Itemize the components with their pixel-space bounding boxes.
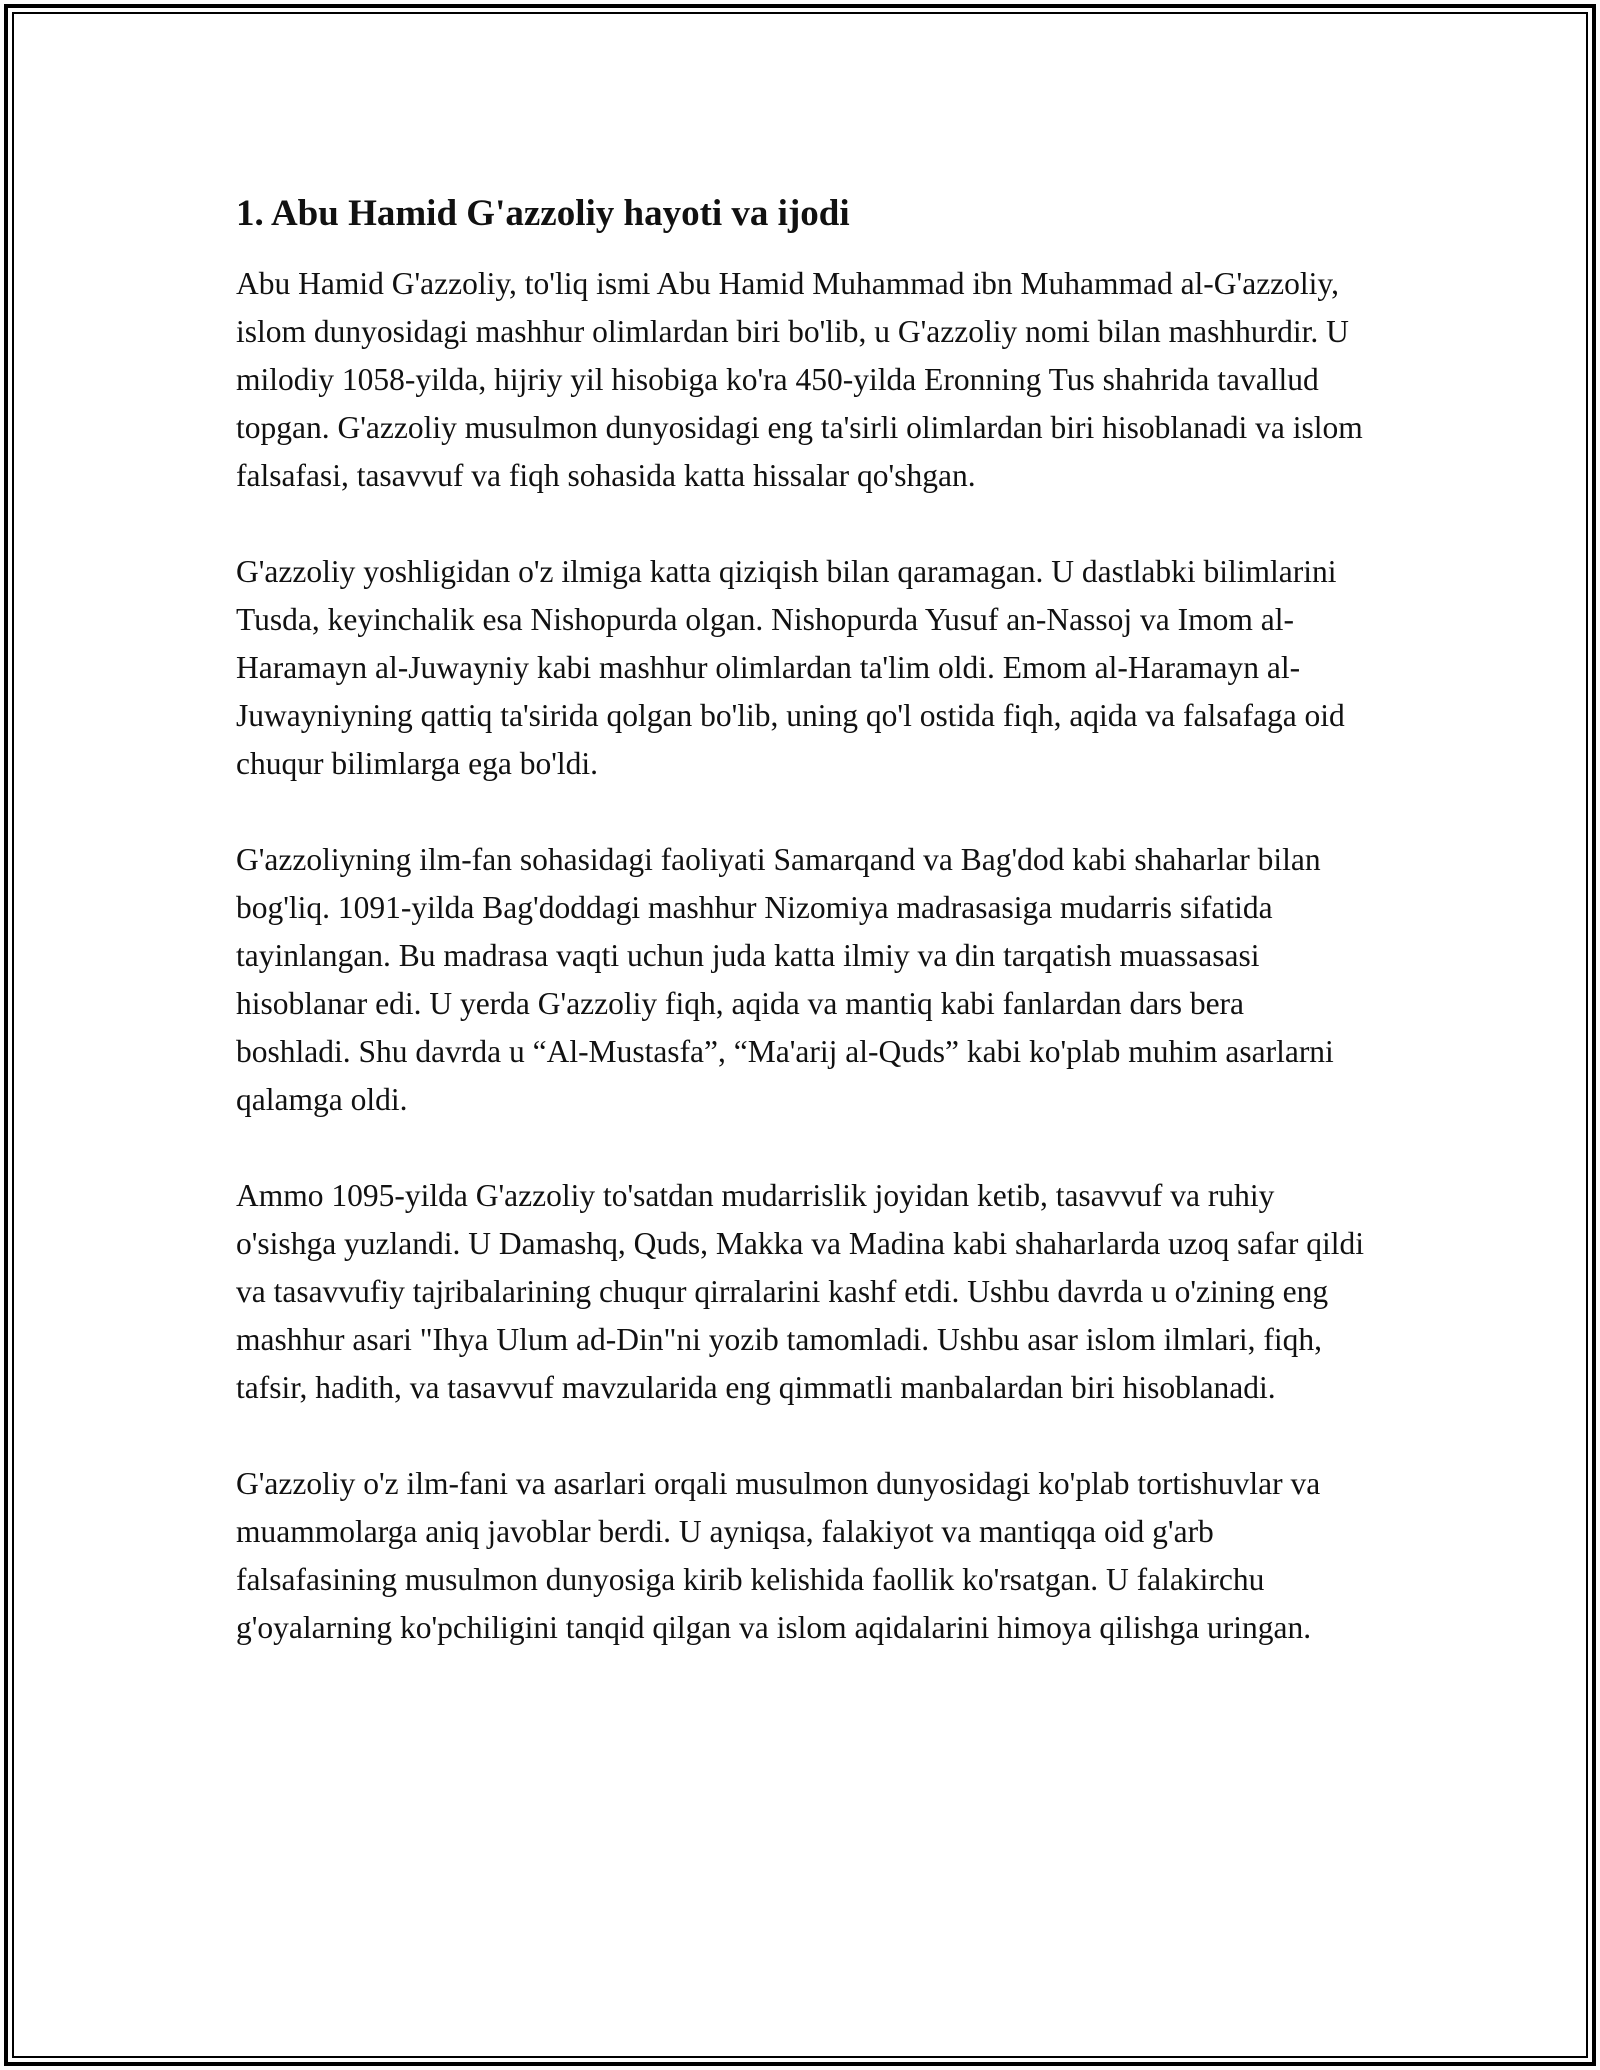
- paragraph-4: Ammo 1095-yilda G'azzoliy to'satdan mudarrislik joyidan ketib, tasavvuf va ruhiy o'sishga yuzlandi. U Damashq, Quds, Makka va Madina kabi shaharlarda uzoq safar qildi va tasavvufiy tajribalarining chuqur qirralarini kashf etdi. Ushbu davrda u o'zining eng mashhur asari "Ihya Ulum ad-Din"ni yozib tamomladi. Ushbu asar islom ilmlari, fiqh, tafsir, hadith, va tasavvuf mavzularida eng qimmatli manbalardan biri hisoblanadi.: [236, 1178, 1365, 1405]
- document-body: [236, 190, 1366, 1700]
- paragraph-3: G'azzoliyning ilm-fan sohasidagi faoliyati Samarqand va Bag'dod kabi shaharlar bilan bog'liq. 1091-yilda Bag'doddagi mashhur Nizomiya madrasasiga mudarris sifatida tayinlangan. Bu madrasa vaqti uchun juda katta ilmiy va din tarqatish muassasasi hisoblanar edi. U yerda G'azzoliy fiqh, aqida va mantiq kabi fanlardan dars bera boshladi. Shu davrda u “Al-Mustasfa”, “Ma'arij al-Quds” kabi ko'plab muhim asarlarni qalamga oldi.: [236, 842, 1334, 1117]
- paragraph-5: G'azzoliy o'z ilm-fani va asarlari orqali musulmon dunyosidagi ko'plab tortishuvlar va muammolarga aniq javoblar berdi. U ayniqsa, falakiyot va mantiqqa oid g'arb falsafasining musulmon dunyosiga kirib kelishida faollik ko'rsatgan. U falakirchu g'oyalarning ko'pchiligini tanqid qilgan va islom aqidalarini himoya qilishga uringan.: [236, 1466, 1321, 1645]
- section-heading: 1. Abu Hamid G'azzoliy hayoti va ijodi: [236, 193, 850, 234]
- paragraph-2: G'azzoliy yoshligidan o'z ilmiga katta qiziqish bilan qaramagan. U dastlabki bilimlarini Tusda, keyinchalik esa Nishopurda olgan. Nishopurda Yusuf an-Nassoj va Imom al-Haramayn al-Juwayniy kabi mashhur olimlardan ta'lim oldi. Emom al-Haramayn al-Juwayniyning qattiq ta'sirida qolgan bo'lib, uning qo'l ostida fiqh, aqida va falsafaga oid chuqur bilimlarga ega bo'ldi.: [236, 554, 1345, 781]
- paragraph-1: Abu Hamid G'azzoliy, to'liq ismi Abu Hamid Muhammad ibn Muhammad al-G'azzoliy, islom dunyosidagi mashhur olimlardan biri bo'lib, u G'azzoliy nomi bilan mashhurdir. U milodiy 1058-yilda, hijriy yil hisobiga ko'ra 450-yilda Eronning Tus shahrida tavallud topgan. G'azzoliy musulmon dunyosidagi eng ta'sirli olimlardan biri hisoblanadi va islom falsafasi, tasavvuf va fiqh sohasida katta hissalar qo'shgan.: [236, 266, 1363, 493]
